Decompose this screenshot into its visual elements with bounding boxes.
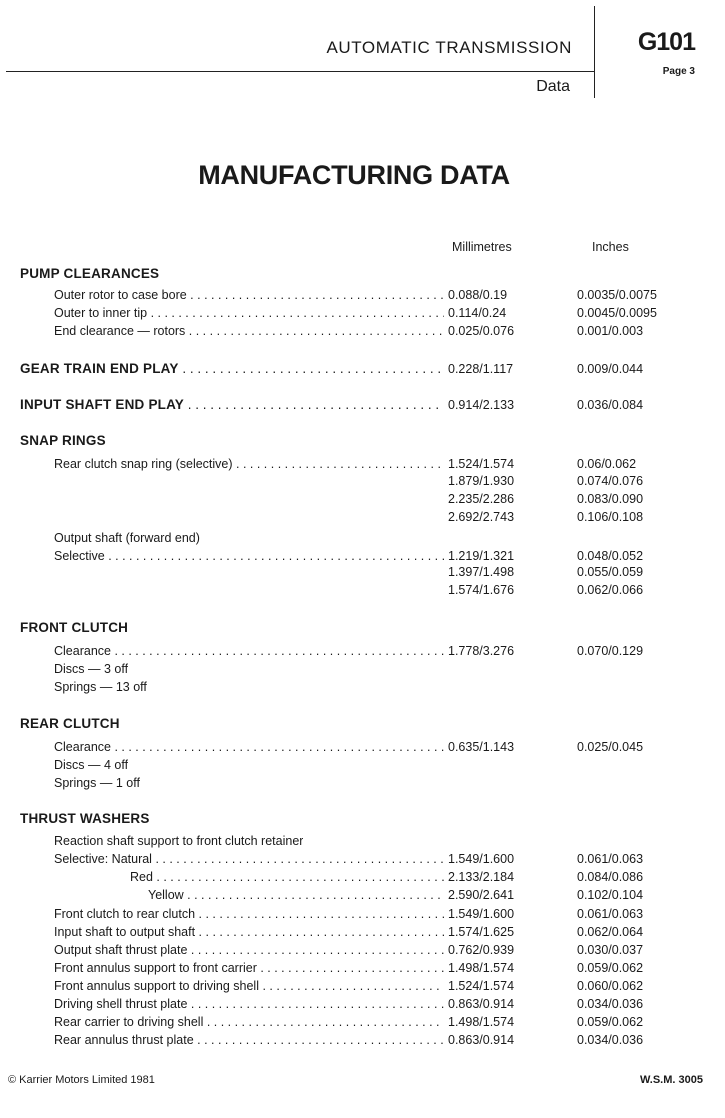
row-label: Clearance . . . <box>54 738 444 756</box>
row-label: Selective . . . <box>54 547 444 565</box>
value-millimetres: 1.778/3.276 <box>448 644 515 658</box>
value-inches: 0.059/0.062 <box>577 1015 644 1029</box>
section-heading: GEAR TRAIN END PLAY . . . <box>20 360 444 378</box>
section-heading-row <box>0 396 725 414</box>
value-millimetres: 1.879/1.930 <box>448 474 515 488</box>
value-millimetres: 1.574/1.676 <box>448 583 515 597</box>
row-label: End clearance — rotors . . . <box>54 322 444 340</box>
table-row <box>0 868 725 886</box>
section-heading-row <box>0 265 725 283</box>
table-row <box>0 472 725 490</box>
row-label: Discs — 4 off <box>54 758 129 772</box>
section-heading-row <box>0 810 725 828</box>
table-row <box>0 304 725 322</box>
value-inches: 0.001/0.003 <box>577 324 644 338</box>
section-heading: SNAP RINGS <box>20 433 106 448</box>
row-label: Springs — 1 off <box>54 776 140 790</box>
value-inches: 0.102/0.104 <box>577 888 644 902</box>
copyright-notice: © Karrier Motors Limited 1981 <box>8 1074 155 1086</box>
value-millimetres: 1.524/1.574 <box>448 979 515 993</box>
row-label: Discs — 3 off <box>54 662 129 676</box>
value-inches: 0.070/0.129 <box>577 644 644 658</box>
table-row <box>0 660 725 678</box>
table-row <box>0 738 725 756</box>
section-heading: INPUT SHAFT END PLAY . . . <box>20 396 444 414</box>
value-inches: 0.084/0.086 <box>577 870 644 884</box>
row-label: Yellow . . . <box>148 886 444 904</box>
value-inches: 0.0045/0.0095 <box>577 306 657 320</box>
column-header-millimetres: Millimetres <box>452 240 512 254</box>
section-heading: FRONT CLUTCH <box>20 620 129 635</box>
value-inches: 0.0035/0.0075 <box>577 288 657 302</box>
table-row <box>0 678 725 696</box>
row-label: Front annulus support to driving shell . . . <box>54 977 444 995</box>
page-title: MANUFACTURING DATA <box>198 160 510 190</box>
section-heading: REAR CLUTCH <box>20 716 120 731</box>
row-label: Output shaft thrust plate . . . <box>54 941 444 959</box>
table-row <box>0 756 725 774</box>
row-label: Rear clutch snap ring (selective) . . . <box>54 455 444 473</box>
table-row <box>0 508 725 526</box>
section-heading: PUMP CLEARANCES <box>20 266 160 281</box>
row-label: Input shaft to output shaft . . . <box>54 923 444 941</box>
table-row <box>0 529 725 547</box>
row-label: Driving shell thrust plate . . . <box>54 995 444 1013</box>
value-millimetres: 2.692/2.743 <box>448 510 515 524</box>
value-millimetres: 0.025/0.076 <box>448 324 515 338</box>
page-number: Page 3 <box>662 66 695 77</box>
table-row <box>0 959 725 977</box>
value-inches: 0.074/0.076 <box>577 474 644 488</box>
value-millimetres: 2.590/2.641 <box>448 888 515 902</box>
value-inches: 0.062/0.066 <box>577 583 644 597</box>
row-label: Rear carrier to driving shell . . . <box>54 1013 444 1031</box>
section-heading-row <box>0 432 725 450</box>
table-row <box>0 1031 725 1049</box>
value-inches: 0.025/0.045 <box>577 740 644 754</box>
value-millimetres: 0.863/0.914 <box>448 997 515 1011</box>
value-millimetres: 1.397/1.498 <box>448 565 515 579</box>
table-row <box>0 455 725 473</box>
table-row <box>0 642 725 660</box>
value-millimetres: 0.762/0.939 <box>448 943 515 957</box>
table-row <box>0 977 725 995</box>
value-inches: 0.055/0.059 <box>577 565 644 579</box>
table-row <box>0 581 725 599</box>
value-inches: 0.059/0.062 <box>577 961 644 975</box>
value-millimetres: 0.914/2.133 <box>448 398 515 412</box>
table-row <box>0 995 725 1013</box>
row-label: Rear annulus thrust plate . . . <box>54 1031 444 1049</box>
row-label: Outer rotor to case bore . . . <box>54 286 444 304</box>
table-row <box>0 905 725 923</box>
value-inches: 0.062/0.064 <box>577 925 644 939</box>
value-millimetres: 1.498/1.574 <box>448 1015 515 1029</box>
value-inches: 0.060/0.062 <box>577 979 644 993</box>
column-header-inches: Inches <box>592 240 629 254</box>
value-millimetres: 2.235/2.286 <box>448 492 515 506</box>
value-inches: 0.061/0.063 <box>577 852 644 866</box>
row-label: Front clutch to rear clutch . . . <box>54 905 444 923</box>
row-label: Reaction shaft support to front clutch retainer <box>54 834 304 848</box>
section-subtitle: Data <box>536 78 570 95</box>
value-millimetres: 2.133/2.184 <box>448 870 515 884</box>
section-heading-row <box>0 715 725 733</box>
value-inches: 0.030/0.037 <box>577 943 644 957</box>
row-label: Output shaft (forward end) <box>54 531 200 545</box>
value-millimetres: 1.219/1.321 <box>448 549 515 563</box>
value-inches: 0.048/0.052 <box>577 549 644 563</box>
value-inches: 0.009/0.044 <box>577 362 644 376</box>
manual-reference: W.S.M. 3005 <box>640 1074 703 1086</box>
value-millimetres: 0.114/0.24 <box>448 306 507 320</box>
document-code: G101 <box>637 28 695 56</box>
table-row <box>0 774 725 792</box>
value-inches: 0.034/0.036 <box>577 997 644 1011</box>
row-label: Outer to inner tip . . . <box>54 304 444 322</box>
table-row <box>0 941 725 959</box>
table-row <box>0 1013 725 1031</box>
value-inches: 0.034/0.036 <box>577 1033 644 1047</box>
value-inches: 0.106/0.108 <box>577 510 644 524</box>
value-inches: 0.061/0.063 <box>577 907 644 921</box>
row-label: Clearance . . . <box>54 642 444 660</box>
header-rule <box>6 71 594 72</box>
table-row <box>0 322 725 340</box>
table-row <box>0 490 725 508</box>
value-inches: 0.083/0.090 <box>577 492 644 506</box>
row-label: Springs — 13 off <box>54 680 147 694</box>
table-row <box>0 850 725 868</box>
value-millimetres: 1.549/1.600 <box>448 852 515 866</box>
row-label: Selective: Natural . . . <box>54 850 444 868</box>
table-row <box>0 286 725 304</box>
value-millimetres: 1.549/1.600 <box>448 907 515 921</box>
value-millimetres: 1.524/1.574 <box>448 457 515 471</box>
section-heading-row <box>0 360 725 378</box>
header-divider <box>594 6 595 98</box>
section-heading: THRUST WASHERS <box>20 811 150 826</box>
value-millimetres: 0.228/1.117 <box>448 362 514 376</box>
table-row <box>0 886 725 904</box>
value-millimetres: 0.088/0.19 <box>448 288 508 302</box>
value-millimetres: 0.863/0.914 <box>448 1033 515 1047</box>
row-label: Red . . . <box>130 868 444 886</box>
table-row <box>0 563 725 581</box>
value-millimetres: 0.635/1.143 <box>448 740 515 754</box>
value-inches: 0.06/0.062 <box>577 457 637 471</box>
value-inches: 0.036/0.084 <box>577 398 644 412</box>
section-title: AUTOMATIC TRANSMISSION <box>326 38 572 57</box>
value-millimetres: 1.574/1.625 <box>448 925 515 939</box>
value-millimetres: 1.498/1.574 <box>448 961 515 975</box>
table-row <box>0 832 725 850</box>
row-label: Front annulus support to front carrier . . . <box>54 959 444 977</box>
table-row <box>0 923 725 941</box>
section-heading-row <box>0 619 725 637</box>
